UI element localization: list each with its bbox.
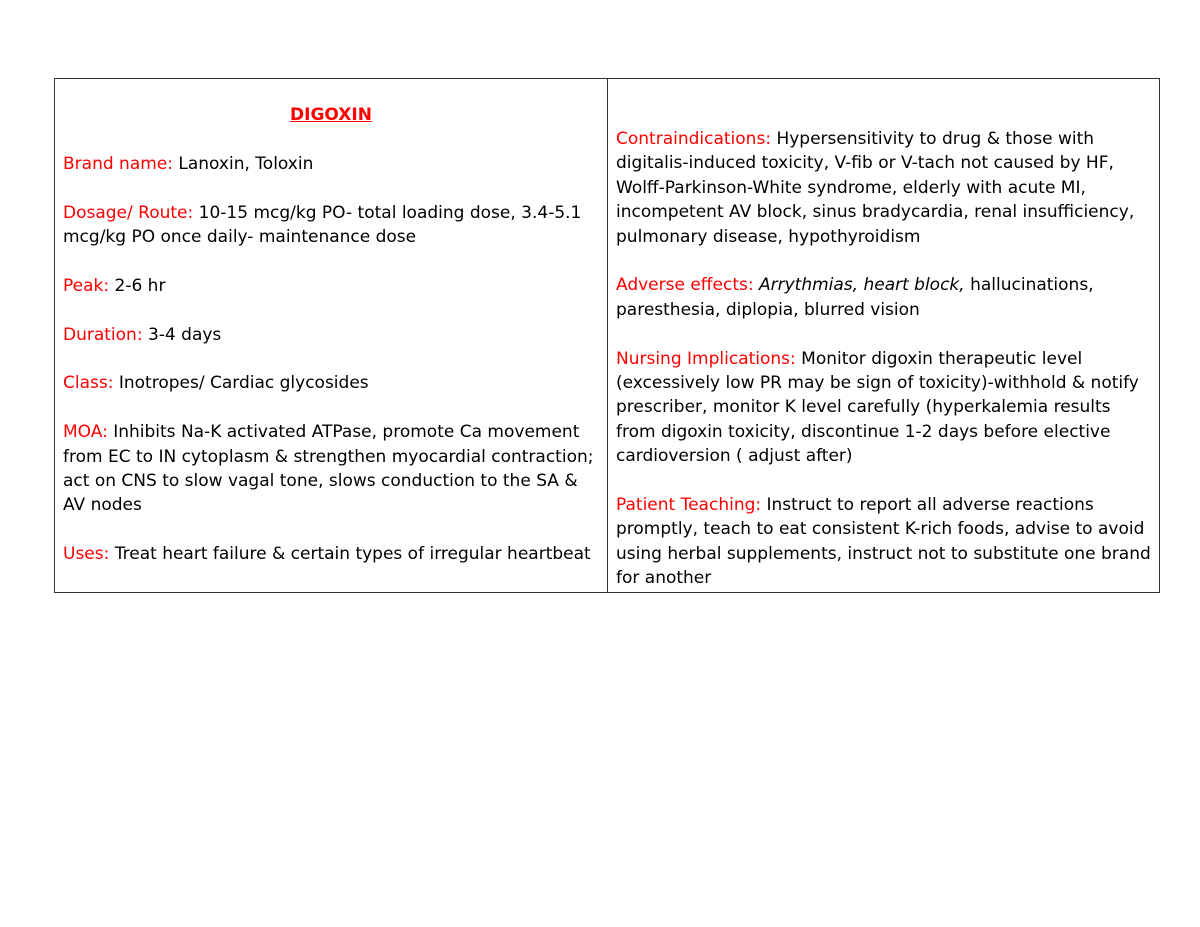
- patient-teaching-label: Patient Teaching:: [616, 495, 762, 516]
- contraindications-label: Contraindications:: [616, 129, 772, 149]
- nursing-implications-label: Nursing Implications:: [616, 348, 796, 369]
- brand-name-value: Lanoxin, Toloxin: [172, 153, 314, 174]
- title-spacer: [63, 127, 599, 151]
- drug-card-table: [54, 78, 1160, 593]
- moa-field: [63, 420, 599, 518]
- adverse-effects-field: [616, 273, 1153, 322]
- nursing-implications-value: Monitor digoxin therapeutic level (excessively low PR may be sign of toxicity)-withhold & notify prescriber, monitor K level carefully (hyperkalemia results from digoxin toxicity, discontinue 1-2 days before elective cardioversion ( adjust after): [616, 348, 1139, 467]
- peak-label: Peak:: [63, 275, 110, 296]
- uses-label: Uses:: [63, 544, 110, 565]
- moa-label: MOA:: [63, 422, 108, 443]
- drug-title: DIGOXIN: [290, 105, 372, 125]
- duration-field: [63, 323, 599, 347]
- dosage-route-label: Dosage/ Route:: [63, 202, 194, 223]
- patient-teaching-field: [616, 493, 1153, 591]
- uses-value: Treat heart failure & certain types of irregular heartbeat: [109, 544, 591, 565]
- contraindications-field: [616, 127, 1153, 249]
- adverse-effects-value: hallucinations, paresthesia, diplopia, blurred vision: [616, 275, 1094, 320]
- right-column: [608, 79, 1159, 592]
- dosage-route-value: 10-15 mcg/kg PO- total loading dose, 3.4-5.1 mcg/kg PO once daily- maintenance dose: [63, 202, 582, 247]
- adverse-effects-italic-value: Arrythmias, heart block,: [753, 275, 965, 296]
- moa-value: Inhibits Na-K activated ATPase, promote Ca movement from EC to IN cytoplasm & strengthen myocardial contraction; act on CNS to slow vagal tone, slows conduction to the SA & AV nodes: [63, 422, 594, 516]
- nursing-implications-field: [616, 347, 1153, 469]
- patient-teaching-value: Instruct to report all adverse reactions promptly, teach to eat consistent K-rich foods, advise to avoid using herbal supplements, instruct not to substitute one brand for another: [616, 495, 1151, 589]
- brand-name-field: [63, 152, 599, 176]
- duration-value: 3-4 days: [142, 324, 222, 345]
- adverse-effects-label: Adverse effects:: [616, 275, 754, 296]
- contraindications-value: Hypersensitivity to drug & those with digitalis-induced toxicity, V-fib or V-tach not caused by HF, Wolff-Parkinson-White syndrome, elderly with acute MI, incompetent AV block, sinus bradycardia, renal insufficiency, pulmonary disease, hypothyroidism: [616, 129, 1135, 247]
- class-label: Class:: [63, 373, 114, 394]
- duration-label: Duration:: [63, 324, 143, 345]
- class-value: Inotropes/ Cardiac glycosides: [113, 373, 369, 394]
- left-column: [55, 79, 608, 592]
- brand-name-label: Brand name:: [63, 153, 173, 174]
- dosage-route-field: [63, 201, 599, 250]
- uses-field: [63, 542, 599, 566]
- peak-field: [63, 274, 599, 298]
- drug-title-line: [63, 103, 599, 127]
- peak-value: 2-6 hr: [109, 275, 166, 296]
- class-field: [63, 371, 599, 395]
